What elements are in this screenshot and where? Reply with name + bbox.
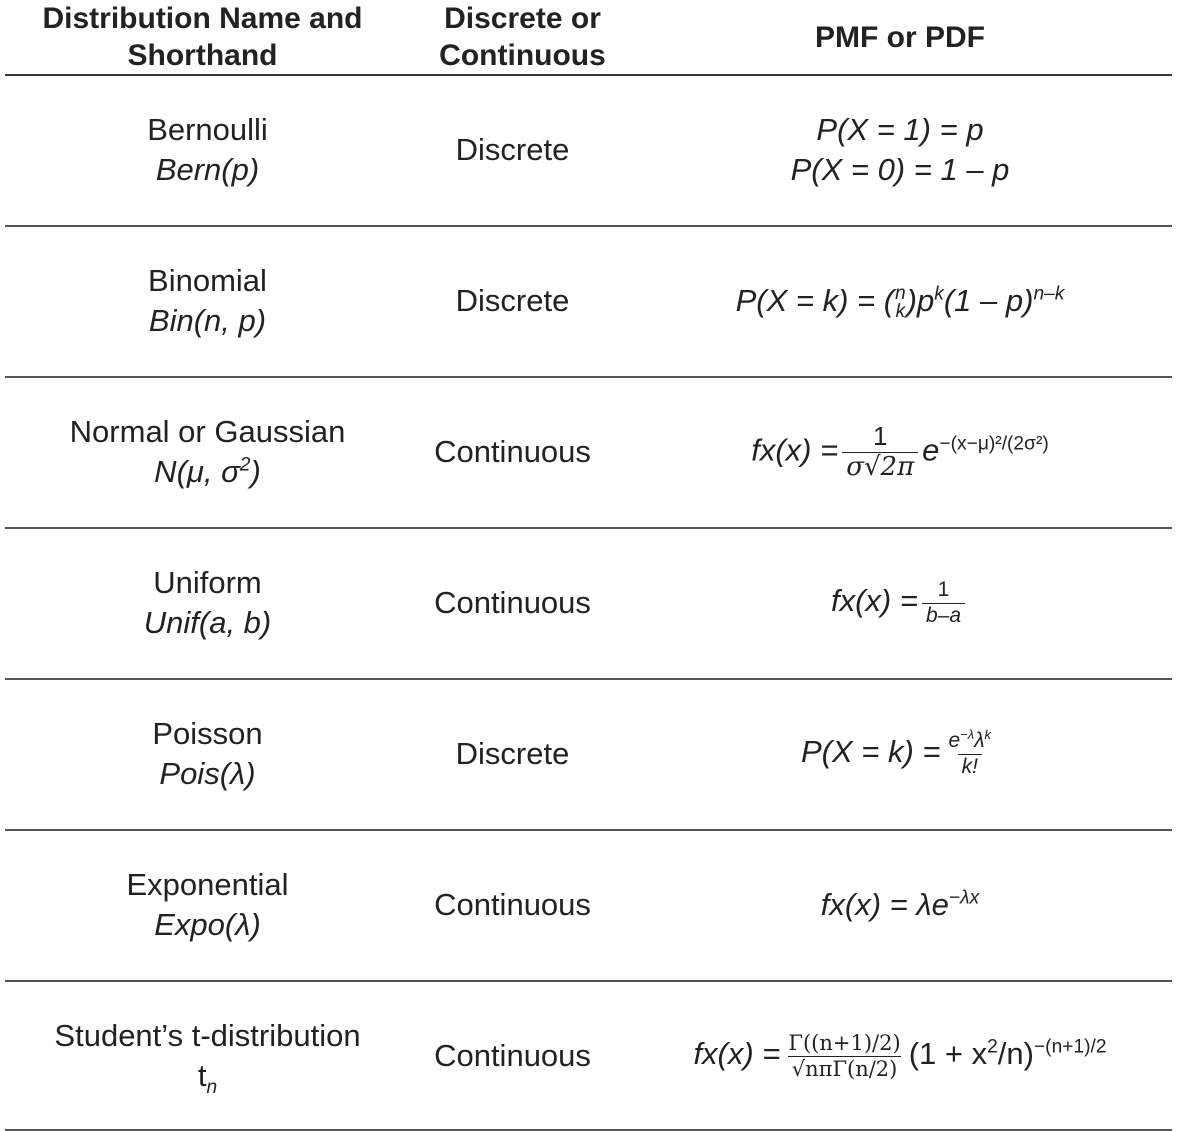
header-pmf-pdf-label: PMF or PDF <box>815 20 985 54</box>
table-row-normal <box>0 377 1181 527</box>
distribution-shorthand: Bern(p) <box>155 152 260 187</box>
distribution-type: Discrete <box>455 132 570 167</box>
fraction: $\frac{e^{-\lambda}\lambda^k}{k!}$ <box>948 727 992 778</box>
distribution-shorthand: Pois(λ) <box>159 756 256 791</box>
cell-name <box>10 75 405 225</box>
table-row-bernoulli <box>0 75 1181 225</box>
header-pmf-pdf <box>620 0 1180 74</box>
header-name-shorthand <box>10 0 395 74</box>
cell-type <box>405 226 620 376</box>
pmf-line1: P(X = 1) = p <box>816 112 984 147</box>
distribution-shorthand: N(μ, $\sigma^2$) <box>154 454 261 489</box>
cell-formula <box>620 377 1180 527</box>
distribution-name: Exponential <box>126 867 289 902</box>
cell-type <box>405 830 620 980</box>
table-row-exponential <box>0 830 1181 980</box>
distribution-shorthand: $t_n$ <box>197 1058 218 1099</box>
pdf-formula: fx(x) = $\frac{1}{b-a}$ <box>831 578 969 627</box>
pmf-formula: P(X = k) = ( n k )$p^k(1 - p)^{n-k}$ <box>735 282 1065 322</box>
distribution-name: Bernoulli <box>147 112 268 147</box>
cell-type <box>405 679 620 829</box>
header-name-line1: Distribution Name and <box>42 2 363 35</box>
cell-name <box>10 830 405 980</box>
table-row-student-t <box>0 981 1181 1131</box>
pmf-formula: P(X = k) = $\frac{e^{-\lambda}\lambda^k}{k!}$ <box>801 729 999 778</box>
distribution-shorthand: Bin(n, p) <box>148 303 267 338</box>
cell-type <box>405 377 620 527</box>
header-name-line2: Shorthand <box>127 39 278 72</box>
distribution-type: Discrete <box>455 283 570 318</box>
cell-type <box>405 528 620 678</box>
cell-name <box>10 981 405 1131</box>
pdf-formula: $fx(x) = \lambda e^{-\lambda x}$ <box>820 887 980 922</box>
distribution-type: Continuous <box>434 585 591 620</box>
table-row-binomial <box>0 226 1181 376</box>
cell-formula <box>620 528 1180 678</box>
table-row-poisson <box>0 679 1181 829</box>
cell-formula <box>620 981 1180 1131</box>
pdf-formula: fx(x) = $\frac{1}{\sigma√2\pi}$ $e^{-(x-\mu)^2/(2\sigma^2)}$ <box>751 420 1049 482</box>
binomial-coefficient: n k <box>895 282 906 322</box>
cell-type <box>405 981 620 1131</box>
cell-formula <box>620 679 1180 829</box>
fraction: $\frac{1}{b-a}$ <box>922 578 965 627</box>
pmf-line2: P(X = 0) = 1 – p <box>790 152 1010 187</box>
pdf-formula: fx(x) = $\frac{\Gamma((n+1)/2)}{\text{√nπΓ(n/2)}}$ $(1 + x^2/n)^{-(n+1)/2}$ <box>693 1031 1107 1081</box>
distribution-type: Continuous <box>434 1038 591 1073</box>
row-divider <box>5 1129 1172 1131</box>
cell-formula <box>620 75 1180 225</box>
distribution-type: Continuous <box>434 887 591 922</box>
distribution-name: Normal or Gaussian <box>69 414 346 449</box>
cell-formula <box>620 830 1180 980</box>
distribution-type: Discrete <box>455 736 570 771</box>
header-type-line1: Discrete or <box>444 2 601 35</box>
cell-name <box>10 679 405 829</box>
distribution-type: Continuous <box>434 434 591 469</box>
cell-type <box>405 75 620 225</box>
distribution-name: Student’s t-distribution <box>54 1018 361 1053</box>
fraction: $\frac{1}{\sigma√2\pi}$ <box>842 422 918 483</box>
cell-name <box>10 377 405 527</box>
cell-name <box>10 226 405 376</box>
distribution-shorthand: Unif(a, b) <box>143 605 272 640</box>
distribution-name: Poisson <box>152 716 263 751</box>
distribution-name: Uniform <box>153 565 262 600</box>
distribution-name: Binomial <box>148 263 267 298</box>
header-type-line2: Continuous <box>439 39 606 72</box>
fraction: $\frac{\Gamma((n+1)/2)}{\text{√nπΓ(n/2)}}$ <box>788 1031 901 1081</box>
cell-name <box>10 528 405 678</box>
table-row-uniform <box>0 528 1181 678</box>
distribution-shorthand: Expo(λ) <box>154 907 261 942</box>
header-discrete-continuous <box>410 0 635 74</box>
cell-formula <box>620 226 1180 376</box>
